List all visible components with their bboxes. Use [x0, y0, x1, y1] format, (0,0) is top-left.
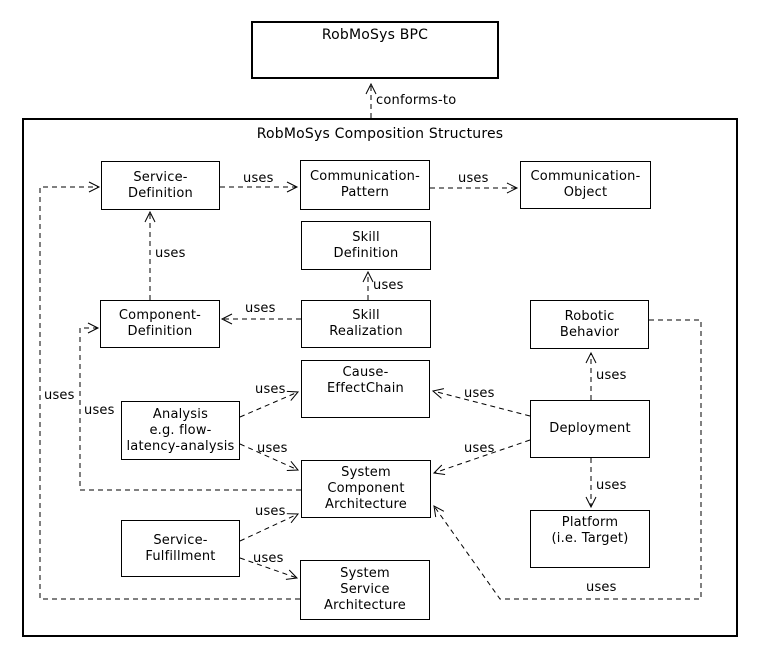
edge-label-dep-plat-uses: uses — [596, 478, 627, 493]
node-skill-definition — [301, 221, 431, 270]
node-system-component-architecture-line3: Architecture — [325, 497, 407, 512]
edge-label-conforms-to: conforms-to — [376, 93, 457, 108]
node-platform-line2: (i.e. Target) — [551, 531, 629, 546]
node-communication-object-line1: Communication- — [530, 169, 641, 184]
node-service-definition-line1: Service- — [133, 169, 188, 185]
node-system-component-architecture-line1: System — [341, 465, 391, 480]
node-communication-pattern-line1: Communication- — [310, 169, 420, 184]
node-skill-definition-line1: Skill — [352, 229, 380, 245]
node-component-definition-line1: Component- — [118, 308, 202, 323]
node-system-service-architecture-line3: Architecture — [324, 598, 406, 613]
node-robotic-behavior-line2: Behavior — [559, 324, 620, 340]
node-cause-effect-chain-line2: EffectChain — [327, 381, 404, 396]
node-platform — [530, 510, 650, 568]
node-system-service-architecture-line1: System — [340, 566, 390, 581]
node-communication-pattern-line2: Pattern — [340, 185, 390, 200]
node-service-definition-line2: Definition — [128, 185, 193, 201]
node-analysis-line2: e.g. flow- — [149, 422, 212, 438]
node-skill-realization-line2: Realization — [329, 324, 403, 339]
node-deployment — [530, 400, 650, 458]
node-communication-object — [520, 161, 651, 209]
node-service-fulfillment-line2: Fulfillment — [145, 548, 216, 564]
node-analysis-line1: Analysis — [152, 406, 209, 422]
edge-label-sr-cd-uses: uses — [245, 301, 276, 316]
edge-label-sf-sca-uses: uses — [255, 504, 286, 519]
node-deployment-line1: Deployment — [549, 421, 631, 436]
node-communication-pattern — [300, 160, 430, 210]
node-system-service-architecture — [300, 560, 430, 620]
edge-label-dep-cec-uses: uses — [464, 386, 495, 401]
node-analysis-line3: latency-analysis — [126, 438, 235, 454]
edge-label-sr-skd-uses: uses — [373, 278, 404, 293]
node-service-fulfillment-line1: Service- — [153, 532, 208, 548]
node-communication-object-line2: Object — [563, 185, 608, 200]
node-analysis — [121, 401, 240, 460]
edge-label-sf-ssa-uses: uses — [253, 551, 284, 566]
edge-label-dep-sca-uses: uses — [464, 441, 495, 456]
node-system-component-architecture-line2: Component — [327, 481, 405, 496]
node-platform-line1: Platform — [561, 515, 619, 530]
node-cause-effect-chain-line1: Cause- — [342, 365, 389, 380]
edge-label-an-cec-uses: uses — [255, 382, 286, 397]
node-robotic-behavior — [530, 300, 649, 349]
node-component-definition-line2: Definition — [127, 324, 193, 339]
edge-label-cd-sd-uses: uses — [155, 246, 186, 261]
edge-label-sd-cp-uses: uses — [243, 171, 274, 186]
node-skill-realization — [301, 300, 431, 348]
edge-label-cp-co-uses: uses — [458, 171, 489, 186]
edge-label-an-sca-uses: uses — [257, 441, 288, 456]
node-robotic-behavior-line1: Robotic — [564, 308, 615, 324]
edge-label-rb-sca-uses: uses — [586, 580, 617, 595]
node-component-definition — [100, 300, 220, 348]
node-skill-definition-line2: Definition — [333, 245, 399, 261]
composition-structures-title: RobMoSys Composition Structures — [256, 126, 504, 142]
node-system-service-architecture-line2: Service — [340, 582, 390, 597]
node-skill-realization-line1: Skill — [352, 308, 380, 323]
node-robmosys-bpc — [251, 21, 499, 79]
node-service-definition — [101, 161, 220, 210]
edge-label-dep-rb-uses: uses — [596, 368, 627, 383]
edge-label-ssa-sd-uses: uses — [44, 388, 75, 403]
edge-label-sca-cd-uses: uses — [84, 403, 115, 418]
node-robmosys-bpc-label: RobMoSys BPC — [321, 27, 429, 43]
node-cause-effect-chain — [301, 360, 430, 418]
node-system-component-architecture — [301, 460, 431, 518]
node-service-fulfillment — [121, 520, 240, 577]
